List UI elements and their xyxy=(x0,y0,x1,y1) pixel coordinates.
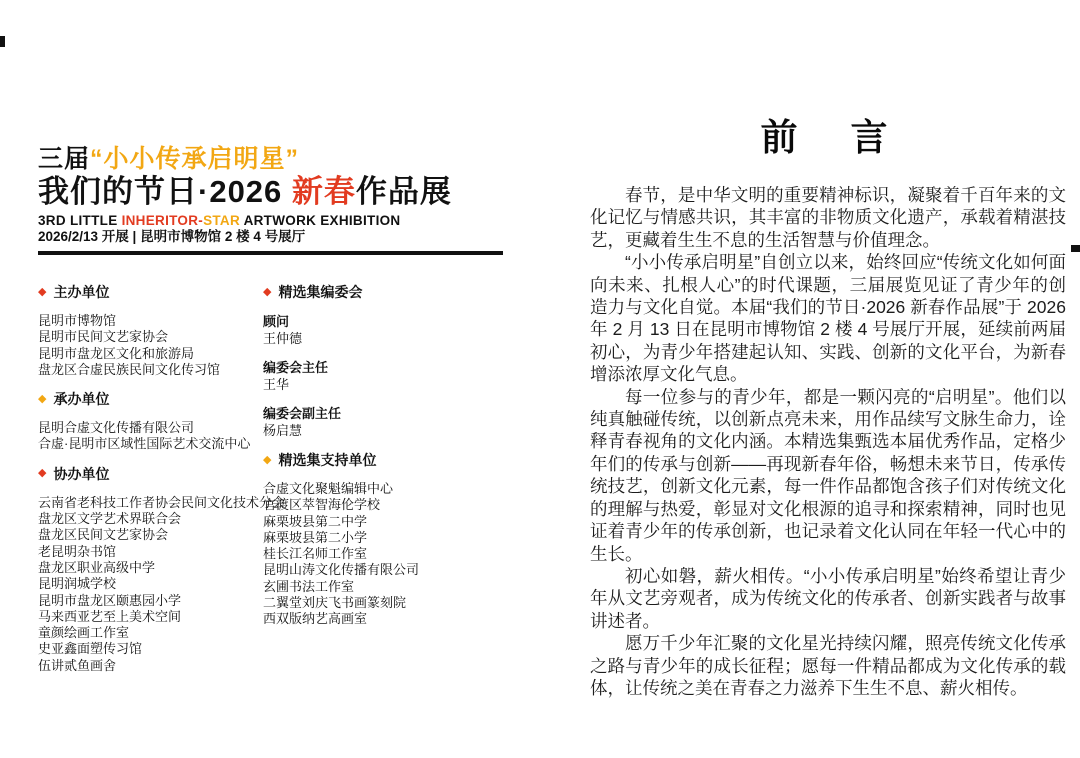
committee-role: 编委会副主任 xyxy=(263,406,342,421)
diamond-icon: ◆ xyxy=(38,285,47,298)
diamond-icon: ◆ xyxy=(38,392,47,405)
section-header xyxy=(263,284,515,300)
section-co-organizer-units xyxy=(38,465,286,674)
committee-column xyxy=(263,284,515,628)
committee-name: 杨启慧 xyxy=(263,423,303,438)
org-item: 麻栗坡县第二中学 xyxy=(263,513,368,529)
section-header xyxy=(38,391,256,407)
org-item: 玄圃书法工作室 xyxy=(263,578,355,594)
section-title: 协办单位 xyxy=(53,465,110,482)
title-english-part1: 3RD LITTLE xyxy=(38,213,122,228)
org-item: 云南省老科技工作者协会民间文化技术分会 xyxy=(38,494,286,510)
section-title: 承办单位 xyxy=(53,391,110,408)
org-item: 盘龙区合虚民族民间文化传习馆 xyxy=(38,361,221,377)
title-line2-highlight: 新春 xyxy=(291,174,356,209)
diamond-icon: ◆ xyxy=(38,467,47,480)
section-organizer-units xyxy=(38,391,256,453)
title-english-part2: ARTWORK EXHIBITION xyxy=(240,213,401,228)
org-item: 桂长江名师工作室 xyxy=(263,546,368,562)
org-item: 盘龙区民间文艺家协会 xyxy=(38,527,169,543)
section-host-units xyxy=(38,284,256,378)
org-item: 合虚·昆明市区域性国际艺术交流中心 xyxy=(38,436,251,452)
committee-name: 王华 xyxy=(263,377,290,392)
title-english-red: INHERITOR- xyxy=(121,213,204,228)
org-list xyxy=(38,494,286,674)
org-list xyxy=(263,481,515,628)
section-header xyxy=(263,452,515,468)
preface-paragraph: 愿万千少年汇聚的文化星光持续闪耀，照亮传统文化传承之路与青少年的成长征程；愿每一件精品都成为文化传承的载体，让传统之美在青春之力滋养下生生不息、薪火相传。 xyxy=(590,633,1066,698)
org-item: 马来西亚艺至上美术空间 xyxy=(38,608,182,624)
org-item: 二翼堂刘庆飞书画篆刻院 xyxy=(263,595,407,611)
org-item: 童颜绘画工作室 xyxy=(38,625,130,641)
committee-role: 编委会主任 xyxy=(263,360,329,375)
committee-group xyxy=(263,313,515,347)
org-item: 昆明市民间文艺家协会 xyxy=(38,329,169,345)
section-header xyxy=(38,284,256,300)
title-english-line xyxy=(38,213,508,229)
title-line1-highlight: “小小传承启明星” xyxy=(90,145,300,173)
org-item: 盘龙区文学艺术界联合会 xyxy=(38,511,182,527)
diamond-icon: ◆ xyxy=(263,285,272,298)
committee-role: 顾问 xyxy=(263,314,290,329)
title-divider-rule xyxy=(38,251,503,255)
title-date-venue-line: 2026/2/13 开展 | 昆明市博物馆 2 楼 4 号展厅 xyxy=(38,229,306,244)
org-list xyxy=(38,313,256,378)
org-item: 伍讲贰鱼画舍 xyxy=(38,657,117,673)
org-item: 麻栗坡县第二小学 xyxy=(263,529,368,545)
page-edge-mark-right xyxy=(1071,245,1080,252)
preface-paragraph: “小小传承启明星”自创立以来，始终回应“传统文化如何面向未来、扎根人心”的时代课题，三届展览见证了青少年的创造力与文化自觉。本届“我们的节日·2026 新春作品展”于 2026 年 2 月 13 日在昆明市博物馆 2 楼 4 号展厅开展，延续前两届初心，为青少年搭建起认知、实践、创新的文化平台，为新春增添浓厚文化气息。 xyxy=(590,252,1066,385)
page-edge-mark-left xyxy=(0,36,5,47)
org-item: 昆明山涛文化传播有限公司 xyxy=(263,562,420,578)
committee-name: 王仲德 xyxy=(263,331,303,346)
title-english-gold: STAR xyxy=(203,213,241,228)
section-title: 精选集编委会 xyxy=(278,284,363,300)
title-line1 xyxy=(38,144,508,174)
title-line2 xyxy=(38,174,508,210)
preface-paragraph: 每一位参与的青少年，都是一颗闪亮的“启明星”。他们以纯真触碰传统，以创新点亮未来，用作品续写文脉生命力，诠释青春视角的文化内涵。本精选集甄选本届优秀作品，定格少年们的传承与创新——再现新春年俗，畅想未来节日，传承传统技艺，创新文化元素，每一件作品都饱含孩子们对传统文化的理解与热爱，彰显对文化根源的追寻和探索精神，同时也见证着青少年的传承创新，也记录着文化认同在年轻一代心中的生长。 xyxy=(590,386,1066,564)
committee-group xyxy=(263,405,515,439)
section-support-units xyxy=(263,452,515,628)
org-item: 昆明润城学校 xyxy=(38,576,117,592)
preface-heading: 前 言 xyxy=(760,116,896,158)
title-line2-prefix: 我们的节日·2026 xyxy=(38,174,292,209)
preface-body xyxy=(590,184,1066,699)
org-item: 史亚鑫面塑传习馆 xyxy=(38,641,143,657)
org-item: 官渡区萃智海伦学校 xyxy=(263,497,381,513)
org-item: 西双版纳艺高画室 xyxy=(263,611,368,627)
section-title: 精选集支持单位 xyxy=(278,452,377,468)
org-item: 昆明市博物馆 xyxy=(38,313,117,328)
org-item: 合虚文化聚魁编辑中心 xyxy=(263,481,394,496)
org-item: 昆明市盘龙区颐惠园小学 xyxy=(38,592,182,608)
section-title: 主办单位 xyxy=(53,284,110,300)
org-item: 盘龙区职业高级中学 xyxy=(38,559,156,575)
org-item: 昆明市盘龙区文化和旅游局 xyxy=(38,345,195,361)
section-header xyxy=(38,466,256,482)
section-editorial-committee xyxy=(263,284,515,439)
committee-group xyxy=(263,359,515,393)
org-list xyxy=(38,420,256,453)
title-line2-suffix: 作品展 xyxy=(355,174,452,209)
diamond-icon: ◆ xyxy=(263,453,272,466)
org-item: 老昆明杂书馆 xyxy=(38,543,117,559)
preface-paragraph: 初心如磐，薪火相传。“小小传承启明星”始终希望让青少年从文艺旁观者，成为传统文化的传承者、创新实践者与故事讲述者。 xyxy=(590,565,1066,631)
exhibition-title-block xyxy=(38,144,508,255)
org-item: 昆明合虚文化传播有限公司 xyxy=(38,420,195,436)
title-line1-prefix: 三届 xyxy=(38,145,91,173)
preface-paragraph: 春节，是中华文明的重要精神标识，凝聚着千百年来的文化记忆与情感共识，其丰富的非物质文化遗产，承载着精湛技艺，更藏着生生不息的生活智慧与价值理念。 xyxy=(590,185,1066,250)
